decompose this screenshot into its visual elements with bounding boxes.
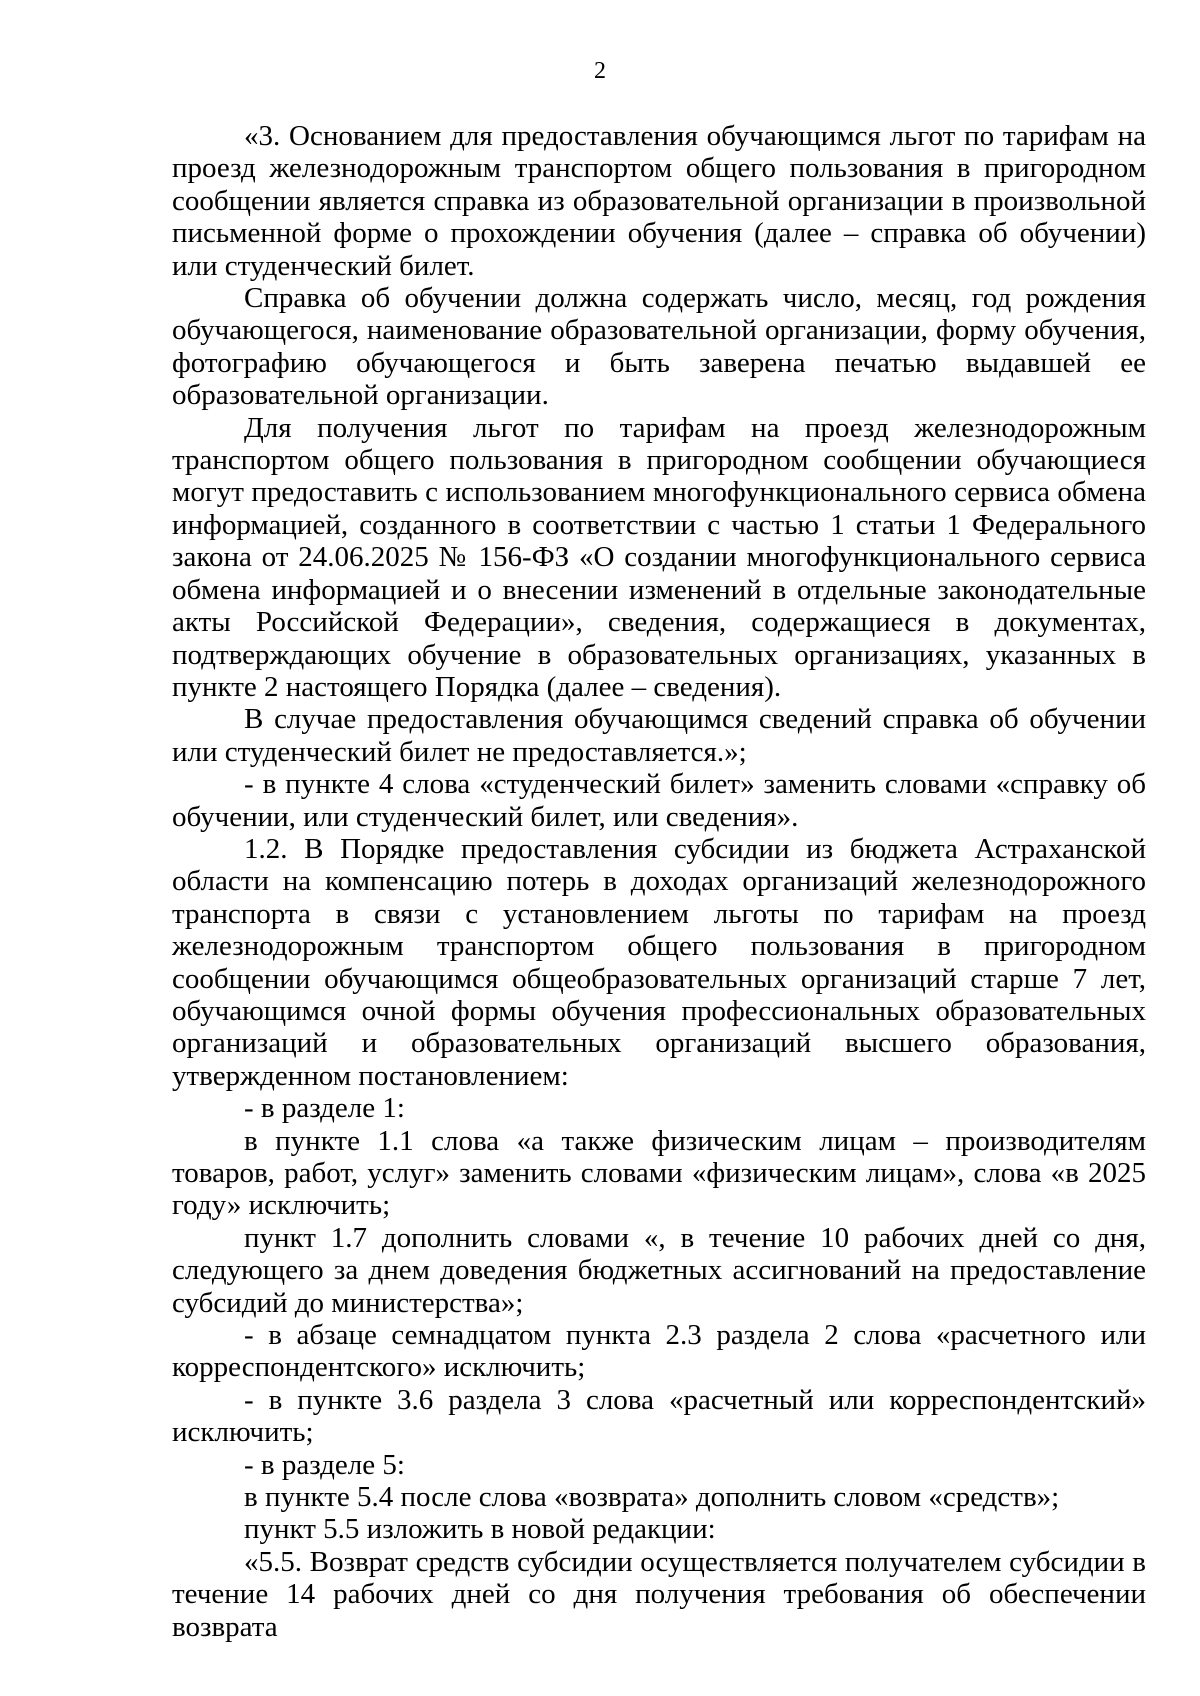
paragraph-item-3-6: - в пункте 3.6 раздела 3 слова «расчетный или корреспондентский» исключить; <box>172 1383 1146 1449</box>
paragraph-subsidy-procedure: 1.2. В Порядке предоставления субсидии из бюджета Астраханской области на компенсацию потерь в доходах организаций железнодорожного транспорта в связи с установлением льготы по тарифам на проезд железнодорожным транспортом общего пользования в пригородном сообщении обучающимся общеобразовательных организаций старше 7 лет, обучающимся очной формы обучения профессиональных образовательных организаций и образовательных организаций высшего образования, утвержденном постановлением: <box>172 832 1146 1092</box>
page-number: 2 <box>594 58 606 84</box>
document-body <box>172 120 1146 1643</box>
paragraph-item-5-5-text: «5.5. Возврат средств субсидии осуществляется получателем субсидии в течение 14 рабочих дней со дня получения требования об обеспечении возврата <box>172 1545 1146 1643</box>
paragraph-section-1: - в разделе 1: <box>244 1092 405 1125</box>
paragraph-certificate-not-required: В случае предоставления обучающимся сведений справка об обучении или студенческий билет не предоставляется.»; <box>172 703 1146 768</box>
paragraph-item-1-7: пункт 1.7 дополнить словами «, в течение 10 рабочих дней со дня, следующего за днем доведения бюджетных ассигнований на предоставление субсидий до министерства»; <box>172 1221 1146 1319</box>
paragraph-item-5-5-intro: пункт 5.5 изложить в новой редакции: <box>244 1513 716 1546</box>
paragraph-item-1-1: в пункте 1.1 слова «а также физическим лицам – производителям товаров, работ, услуг» заменить словами «физическим лицам», слова «в 2025 году» исключить; <box>172 1124 1146 1222</box>
paragraph-certificate-contents: Справка об обучении должна содержать число, месяц, год рождения обучающегося, наименование образовательной организации, форму обучения, фотографию обучающегося и быть заверена печатью выдавшей ее образовательной организации. <box>172 282 1146 412</box>
paragraph-information-service: Для получения льгот по тарифам на проезд железнодорожным транспортом общего пользования в пригородном сообщении обучающиеся могут предоставить с использованием многофункционального сервиса обмена информацией, созданного в соответствии с частью 1 статьи 1 Федерального закона от 24.06.2025 № 156-ФЗ «О создании многофункционального сервиса обмена информацией и о внесении изменений в отдельные законодательные акты Российской Федерации», сведения, содержащиеся в документах, подтверждающих обучение в образовательных организациях, указанных в пункте 2 настоящего Порядка (далее – сведения). <box>172 411 1146 703</box>
paragraph-basis-for-benefits: «3. Основанием для предоставления обучающимся льгот по тарифам на проезд железнодорожным транспортом общего пользования в пригородном сообщении является справка из образовательной организации в произвольной письменной форме о прохождении обучения (далее – справка об обучении) или студенческий билет. <box>172 120 1146 282</box>
paragraph-section-5: - в разделе 5: <box>244 1448 405 1481</box>
paragraph-item-5-4: в пункте 5.4 после слова «возврата» дополнить словом «средств»; <box>244 1481 1060 1514</box>
paragraph-item-4-amendment: - в пункте 4 слова «студенческий билет» заменить словами «справку об обучении, или студенческий билет, или сведения». <box>172 768 1146 833</box>
paragraph-item-2-3: - в абзаце семнадцатом пункта 2.3 раздела 2 слова «расчетного или корреспондентского» исключить; <box>172 1319 1146 1384</box>
